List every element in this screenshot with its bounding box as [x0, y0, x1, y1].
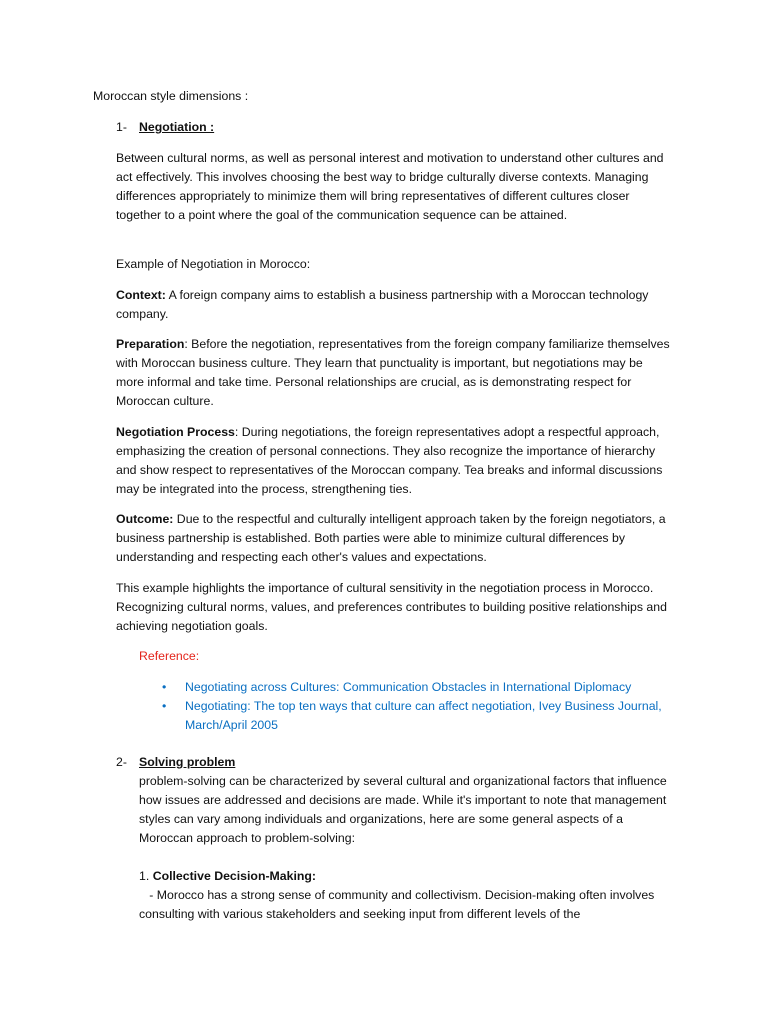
section-1-title: Negotiation :: [139, 120, 215, 134]
reference-list: [162, 678, 662, 735]
collective-decision-heading: [139, 867, 671, 886]
section-2-number: 2-: [116, 755, 127, 769]
section-2-heading: [116, 753, 235, 772]
item-1-number: 1.: [139, 869, 153, 883]
document-title: Moroccan style dimensions :: [93, 89, 249, 103]
context-paragraph: [116, 286, 672, 324]
reference-item[interactable]: [162, 697, 662, 735]
item-1-title: Collective Decision-Making:: [152, 869, 316, 883]
outcome-text: Due to the respectful and culturally intelligent approach taken by the foreign negotiators, a business partnership is established. Both parties were able to minimize cultural differences by understanding and respecting each other's values and expectations.: [116, 512, 666, 564]
outcome-paragraph: [116, 510, 672, 567]
process-label: Negotiation Process: [116, 425, 235, 439]
preparation-text: : Before the negotiation, representatives from the foreign company familiarize themselves with Moroccan business culture. They learn that punctuality is important, but negotiations may be more informal and take time. Personal relationships are crucial, as is demonstrating respect for Moroccan culture.: [116, 337, 670, 408]
process-text: : During negotiations, the foreign representatives adopt a respectful approach, emphasizing the creation of personal connections. They also recognize the importance of hierarchy and show respect to representatives of the Moroccan company. Tea breaks and informal discussions may be integrated into the process, strengthening ties.: [116, 425, 663, 496]
example-heading: Example of Negotiation in Morocco:: [116, 257, 311, 271]
summary-paragraph: This example highlights the importance of cultural sensitivity in the negotiation process in Morocco. Recognizing cultural norms, values, and preferences contributes to building positive relationships and achieving negotiation goals.: [116, 581, 667, 633]
negotiation-intro: Between cultural norms, as well as personal interest and motivation to understand other cultures and act effectively. This involves choosing the best way to bridge culturally diverse contexts. Managing differences appropriately to minimize them will bring representatives of different cultures closer together to a point where the goal of the communication sequence can be attained.: [116, 151, 664, 222]
reference-item[interactable]: [162, 678, 662, 697]
section-2-title: Solving problem: [139, 755, 236, 769]
problem-solving-intro: problem-solving can be characterized by several cultural and organizational factors that influence how issues are addressed and decisions are made. While it's important to note that management styles can vary among individuals and organizations, here are some general aspects of a Moroccan approach to problem-solving:: [139, 774, 667, 845]
outcome-label: Outcome:: [116, 512, 174, 526]
preparation-label: Preparation: [116, 337, 185, 351]
bullet-icon: •: [162, 680, 167, 694]
reference-link-1[interactable]: Negotiating across Cultures: Communication Obstacles in International Diplomacy: [185, 680, 632, 694]
reference-label: Reference:: [139, 649, 200, 663]
context-label: Context:: [116, 288, 166, 302]
bullet-icon: •: [162, 699, 167, 713]
collective-decision-text: - Morocco has a strong sense of community and collectivism. Decision-making often involves consulting with various stakeholders and seeking input from different levels of the: [139, 888, 658, 921]
context-text: A foreign company aims to establish a business partnership with a Moroccan technology company.: [116, 288, 649, 321]
process-paragraph: [116, 423, 672, 499]
section-1-heading: [116, 118, 214, 137]
section-1-number: 1-: [116, 120, 127, 134]
reference-link-2[interactable]: Negotiating: The top ten ways that culture can affect negotiation, Ivey Business Journal, March/April 2005: [185, 699, 662, 732]
preparation-paragraph: [116, 335, 672, 411]
